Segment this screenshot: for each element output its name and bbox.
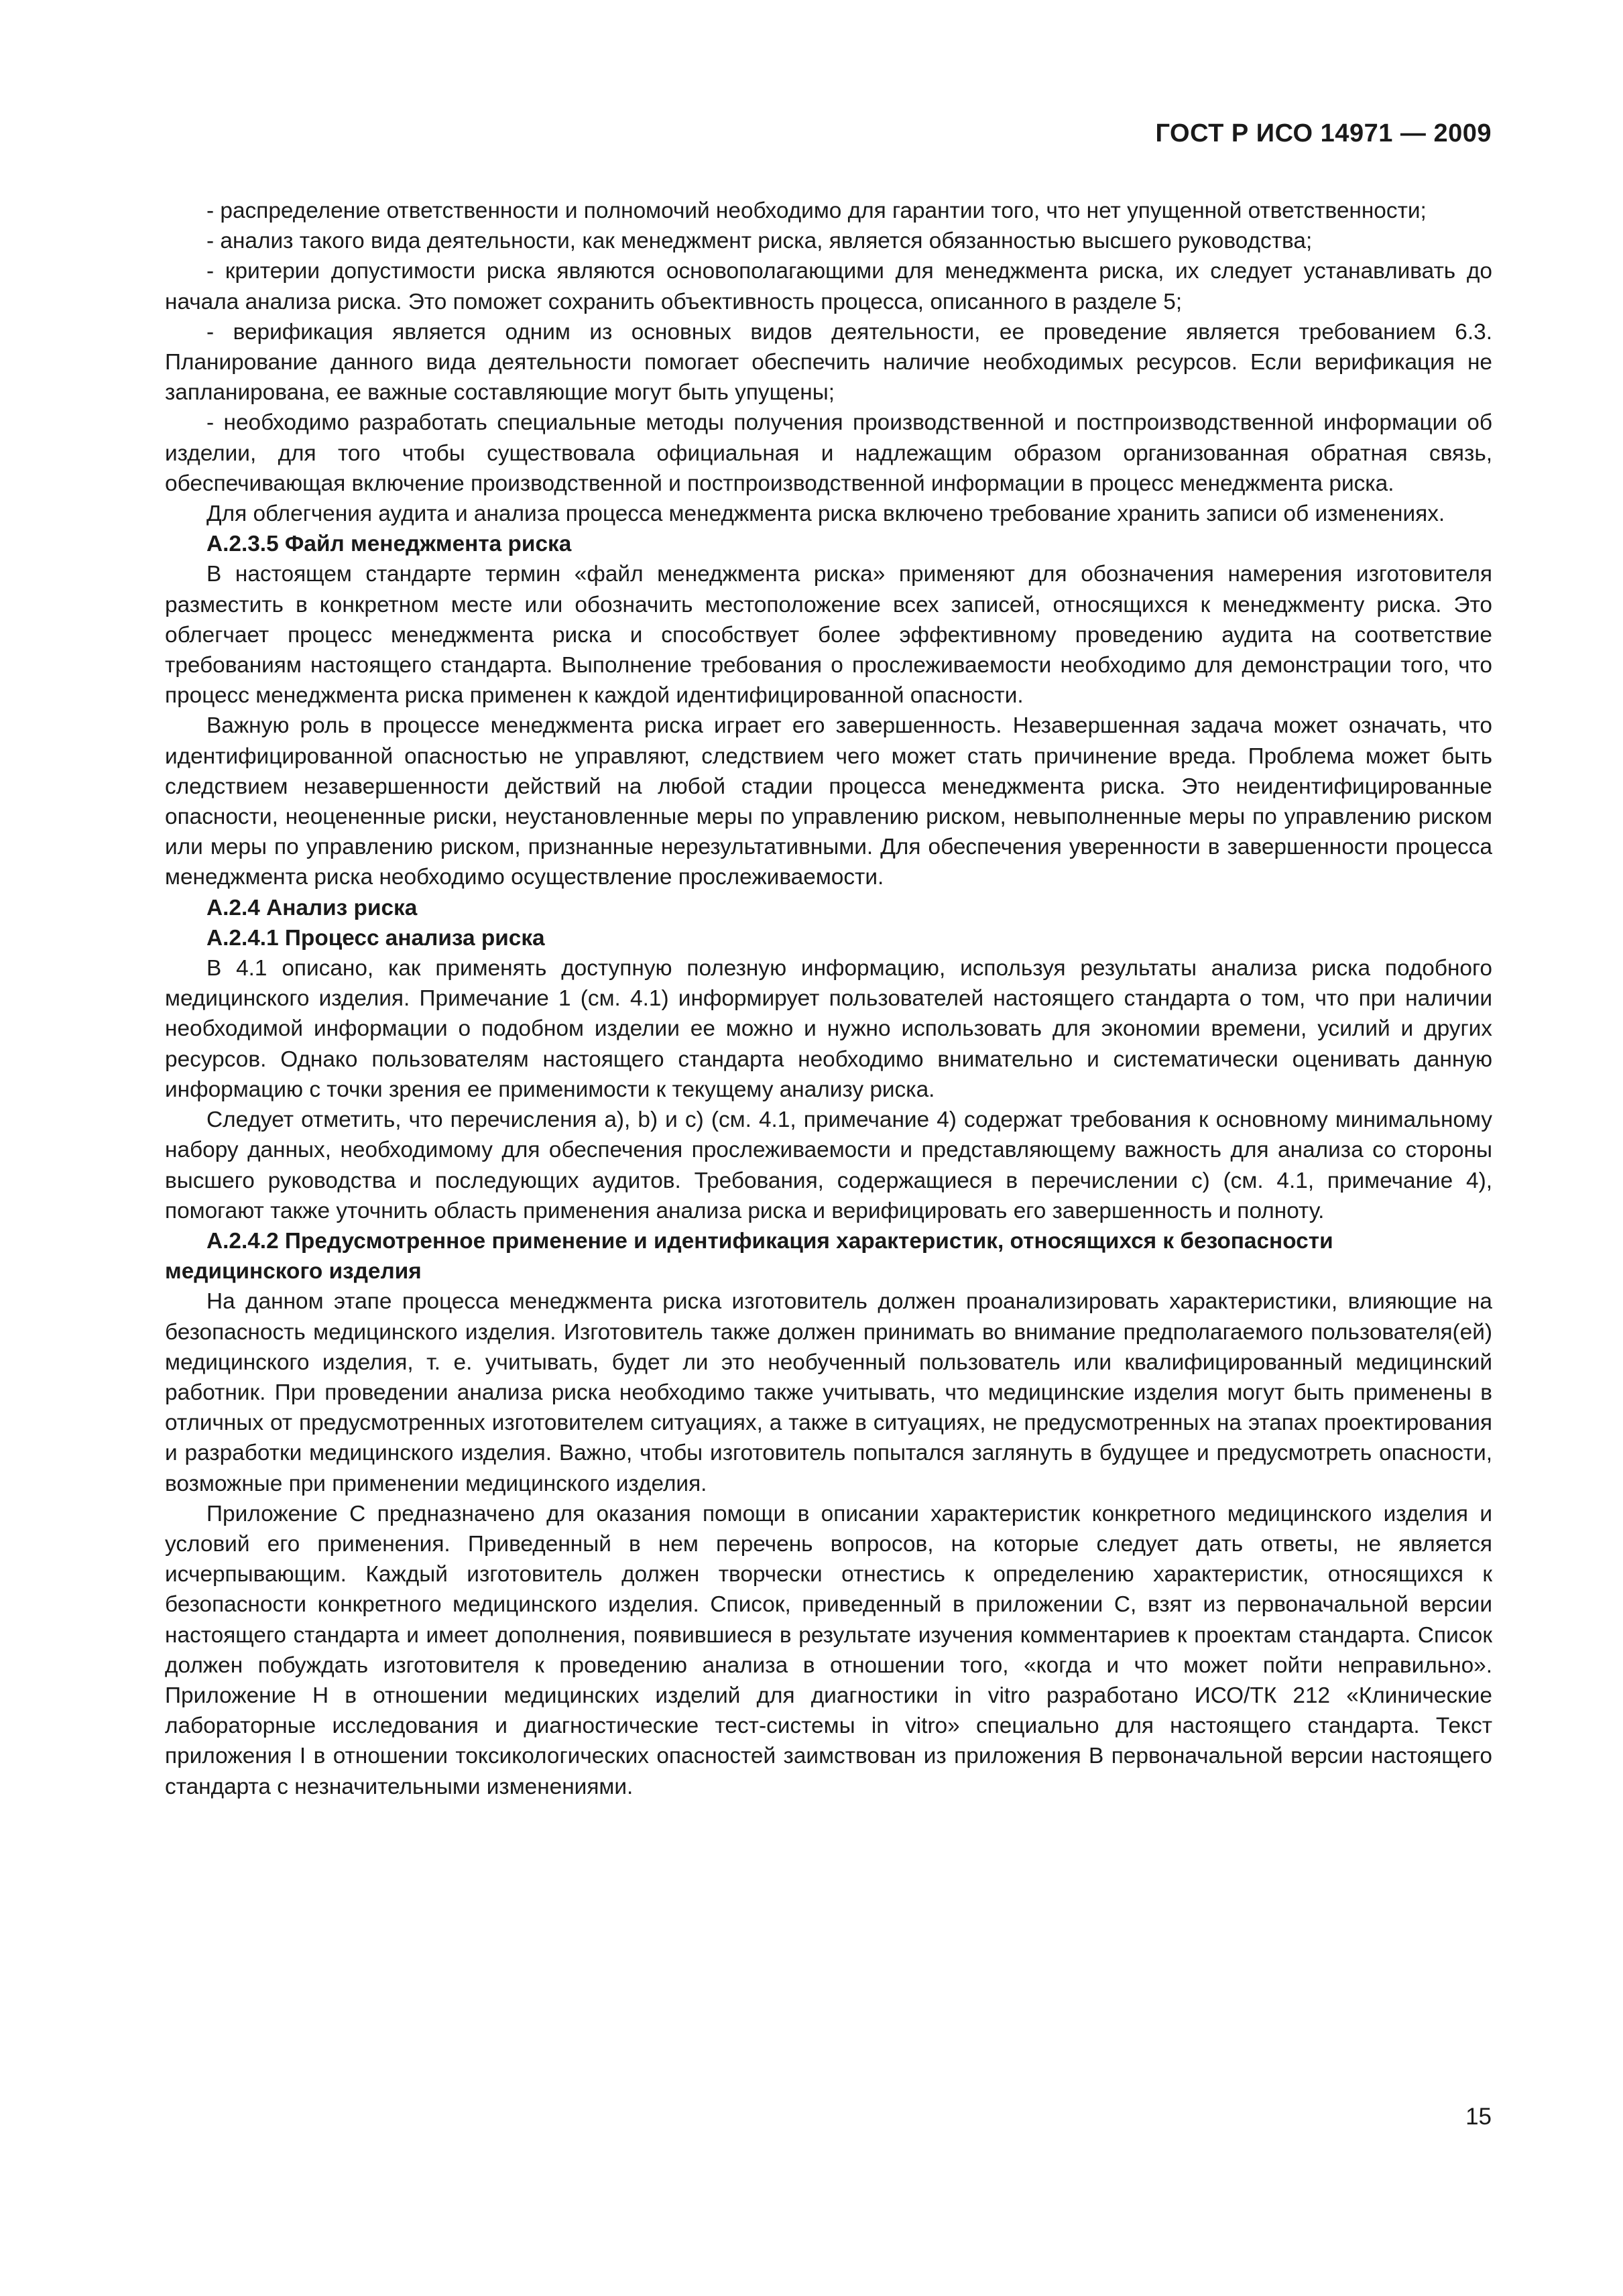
paragraph-annex-c: Приложение С предназначено для оказания помощи в описании характеристик конкретного медицинского изделия и условий его применения. Приведенный в нем перечень вопросов, на которые следует дать ответы, не является исчерпывающим. Каждый изготовитель должен творчески отнестись к определению характеристик, относящихся к безопасности конкретного медицинского изделия. Список, приведенный в приложении С, взят из первоначальной версии настоящего стандарта и имеет дополнения, появившиеся в результате изучения комментариев к проектам стандарта. Список должен побуждать изготовителя к проведению анализа в отношении того, «когда и что может пойти неправильно». Приложение Н в отношении медицинских изделий для диагностики in vitro разработано ИСО/ТК 212 «Клинические лабораторные исследования и диагностические тест-системы in vitro» специально для настоящего стандарта. Текст приложения I в отношении токсикологических опасностей заимствован из приложения В первоначальной версии настоящего стандарта с незначительными изменениями. — [165, 1501, 1492, 1799]
list-item-production-information: - необходимо разработать специальные методы получения производственной и постпроизводственной информации об изделии, для того чтобы существовала официальная и надлежащим образом организованная обратная связь, обеспечивающая включение производственной и постпроизводственной информации в процесс менеджмента риска. — [165, 410, 1492, 496]
paragraph-safety-characteristics: На данном этапе процесса менеджмента риска изготовитель должен проанализировать характеристики, влияющие на безопасность медицинского изделия. Изготовитель также должен принимать во внимание предполагаемого пользователя(ей) медицинского изделия, т. е. учитывать, будет ли это необученный пользователь или квалифицированный медицинский работник. При проведении анализа риска необходимо также учитывать, что медицинские изделия могут быть применены в отличных от предусмотренных изготовителем ситуациях, а также в ситуациях, не предусмотренных на этапах проектирования и разработки медицинского изделия. Важно, чтобы изготовитель попытался заглянуть в будущее и предусмотреть опасности, возможные при применении медицинского изделия. — [165, 1289, 1492, 1496]
standard-designation: ГОСТ Р ИСО 14971 — 2009 — [1155, 119, 1492, 147]
section-heading-a2-3-5: А.2.3.5 Файл менеджмента риска — [206, 532, 572, 557]
paragraph-completeness: Важную роль в процессе менеджмента риска играет его завершенность. Незавершенная задача может означать, что идентифицированной опасностью не управляют, следствием чего может стать причинение вреда. Проблема может быть следствием незавершенности действий на любой стадии процесса менеджмента риска. Это неидентифицированные опасности, неоцененные риски, неустановленные меры по управлению риском, невыполненные меры по управлению риском или меры по управлению риском, признанные нерезультативными. Для обеспечения уверенности в завершенности процесса менеджмента риска необходимо осуществление прослеживаемости. — [165, 713, 1492, 890]
paragraph-enumerations: Следует отметить, что перечисления а), b) и c) (см. 4.1, примечание 4) содержат требования к основному минимальному набору данных, необходимому для обеспечения прослеживаемости и представляющему важность для анализа со стороны высшего руководства и последующих аудитов. Требования, содержащиеся в перечислении c) (см. 4.1, примечание 4), помогают также уточнить область применения анализа риска и верифицировать его завершенность и полноту. — [165, 1107, 1492, 1223]
paragraph-records: Для облегчения аудита и анализа процесса менеджмента риска включено требование хранить записи об изменениях. — [206, 501, 1445, 527]
list-item-management-review: - анализ такого вида деятельности, как менеджмент риска, является обязанностью высшего руководства; — [206, 229, 1313, 254]
section-heading-a2-4-2: А.2.4.2 Предусмотренное применение и идентификация характеристик, относящихся к безопасности медицинского изделия — [165, 1228, 1333, 1284]
paragraph-risk-analysis-process: В 4.1 описано, как применять доступную полезную информацию, используя результаты анализа риска подобного медицинского изделия. Примечание 1 (см. 4.1) информирует пользователей настоящего стандарта о том, что при наличии необходимой информации о подобном изделии ее можно и нужно использовать для экономии времени, усилий и других ресурсов. Однако пользователям настоящего стандарта необходимо внимательно и систематически оценивать данную информацию с точки зрения ее применимости к текущему анализу риска. — [165, 956, 1492, 1102]
list-item-responsibility: - распределение ответственности и полномочий необходимо для гарантии того, что нет упущенной ответственности; — [206, 198, 1427, 223]
section-heading-a2-4: А.2.4 Анализ риска — [206, 895, 418, 920]
list-item-verification: - верификация является одним из основных видов деятельности, ее проведение является требованием 6.3. Планирование данного вида деятельности помогает обеспечить наличие необходимых ресурсов. Если верификация не запланирована, ее важные составляющие могут быть упущены; — [165, 319, 1492, 406]
list-item-acceptability-criteria: - критерии допустимости риска являются основополагающими для менеджмента риска, их следует устанавливать до начала анализа риска. Это поможет сохранить объективность процесса, описанного в разделе 5; — [165, 259, 1492, 314]
body-text — [165, 196, 1492, 1802]
paragraph-risk-management-file: В настоящем стандарте термин «файл менеджмента риска» применяют для обозначения намерения изготовителя разместить в конкретном месте или обозначить местоположение всех записей, относящихся к менеджменту риска. Это облегчает процесс менеджмента риска и способствует более эффективному проведению аудита на соответствие требованиям настоящего стандарта. Выполнение требования о прослеживаемости необходимо для демонстрации того, что процесс менеджмента риска применен к каждой идентифицированной опасности. — [165, 562, 1492, 709]
page-number: 15 — [1465, 2104, 1492, 2130]
section-heading-a2-4-1: А.2.4.1 Процесс анализа риска — [206, 925, 545, 951]
